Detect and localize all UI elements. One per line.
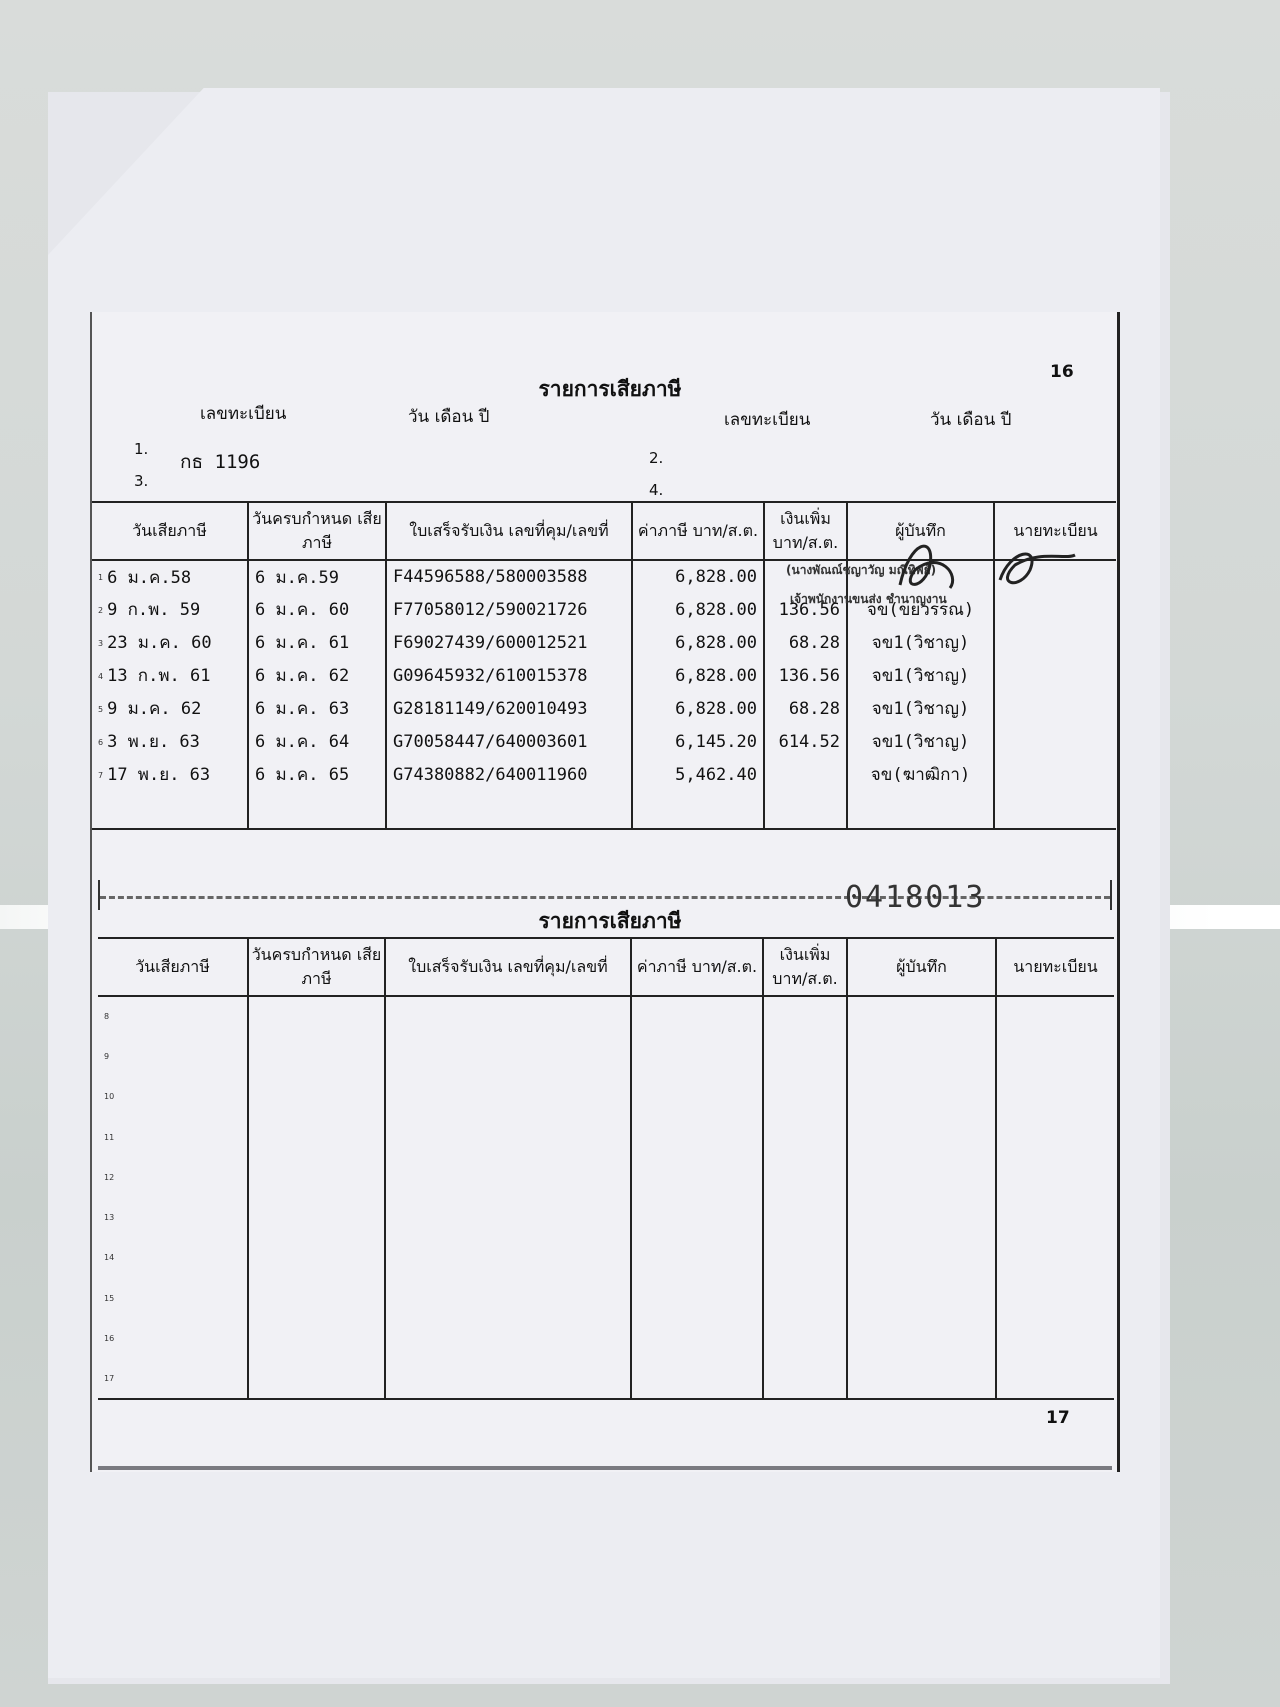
registrar-cell: [994, 692, 1116, 725]
reg-label-left: เลขทะเบียน: [200, 404, 287, 424]
receipt-cell: G74380882/640011960: [386, 758, 632, 791]
empty-cell: [631, 1117, 763, 1157]
tax-date-text: 3 พ.ย. 63: [107, 732, 200, 752]
empty-cell: [847, 1318, 996, 1358]
table-row: [92, 659, 1116, 692]
empty-cell: [763, 1318, 847, 1358]
empty-cell: [385, 1359, 631, 1399]
empty-cell: [385, 1117, 631, 1157]
row-number: 5: [98, 704, 104, 714]
officer-stamp-name: (นางพัณณ์ชญาวัญ มณีทิพย์): [786, 563, 937, 577]
table-row: [98, 1117, 1114, 1157]
tax-date-cell: [92, 659, 248, 692]
table-row: [98, 1238, 1114, 1278]
empty-cell: [847, 791, 994, 829]
empty-cell: [996, 1036, 1114, 1076]
due-date-cell: 6 ม.ค. 65: [248, 758, 386, 791]
empty-cell: [847, 1117, 996, 1157]
receipt-cell: F77058012/590021726: [386, 593, 632, 626]
tax-date-cell: [98, 1197, 248, 1237]
tax-table-bottom: [98, 937, 1114, 1400]
empty-cell: [248, 1117, 385, 1157]
empty-cell: [847, 1036, 996, 1076]
empty-cell: [385, 1157, 631, 1197]
officer-stamp-title: เจ้าพนักงานขนส่ง ชำนาญงาน: [790, 592, 947, 606]
receipt-cell: F69027439/600012521: [386, 626, 632, 659]
row-number: 7: [98, 770, 104, 780]
table-row-empty: [92, 791, 1116, 829]
row-number: 6: [98, 737, 104, 747]
registrar-cell: [994, 659, 1116, 692]
empty-cell: [631, 1278, 763, 1318]
receipt-cell: G09645932/610015378: [386, 659, 632, 692]
slot-number-3: 3.: [134, 472, 149, 490]
col-header-registrar: นายทะเบียน: [994, 502, 1116, 560]
tax-date-cell: [92, 593, 248, 626]
empty-cell: [764, 791, 847, 829]
tax-amount-cell: 6,145.20: [632, 725, 764, 758]
row-number: 10: [104, 1092, 115, 1102]
empty-cell: [631, 996, 763, 1036]
tax-date-cell: [92, 725, 248, 758]
receipt-cell: G70058447/640003601: [386, 725, 632, 758]
empty-cell: [248, 1238, 385, 1278]
empty-cell: [763, 1197, 847, 1237]
empty-cell: [631, 1197, 763, 1237]
section-title-top: รายการเสียภาษี: [538, 377, 682, 401]
tax-date-text: 6 ม.ค.58: [107, 567, 192, 588]
table-row: [92, 692, 1116, 725]
registrar-cell: [994, 758, 1116, 791]
col-header-tax-amount: ค่าภาษี บาท/ส.ต.: [632, 502, 764, 560]
registration-plate-1: กธ 1196: [180, 451, 261, 473]
table-row: [98, 1036, 1114, 1076]
table-row: [98, 996, 1114, 1036]
surcharge-cell: [764, 758, 847, 791]
empty-cell: [763, 1238, 847, 1278]
empty-cell: [385, 1036, 631, 1076]
col-header-due-date: วันครบกำหนด เสียภาษี: [248, 502, 386, 560]
col-header-recorder: ผู้บันทึก: [847, 938, 996, 996]
row-number: 3: [98, 638, 104, 648]
tax-date-cell: [98, 1157, 248, 1197]
empty-cell: [385, 1318, 631, 1358]
col-header-receipt: ใบเสร็จรับเงิน เลขที่คุม/เลขที่: [386, 502, 632, 560]
receipt-cell: G28181149/620010493: [386, 692, 632, 725]
tax-date-cell: [98, 1117, 248, 1157]
empty-cell: [92, 791, 248, 829]
tax-amount-cell: 5,462.40: [632, 758, 764, 791]
due-date-cell: 6 ม.ค. 61: [248, 626, 386, 659]
tax-amount-cell: 6,828.00: [632, 593, 764, 626]
empty-cell: [386, 791, 632, 829]
table-row: [92, 758, 1116, 791]
tax-date-text: 9 ม.ค. 62: [107, 699, 202, 719]
receipt-cell: F44596588/580003588: [386, 560, 632, 593]
empty-cell: [996, 1077, 1114, 1117]
col-header-tax-amount: ค่าภาษี บาท/ส.ต.: [631, 938, 763, 996]
col-header-registrar: นายทะเบียน: [996, 938, 1114, 996]
tax-date-cell: [92, 758, 248, 791]
empty-cell: [996, 1278, 1114, 1318]
tax-date-text: 9 ก.พ. 59: [107, 600, 201, 620]
row-number: 4: [98, 671, 104, 681]
page-number-top: 16: [1050, 362, 1074, 382]
empty-cell: [248, 1157, 385, 1197]
col-header-surcharge: เงินเพิ่ม บาท/ส.ต.: [763, 938, 847, 996]
due-date-cell: 6 ม.ค. 62: [248, 659, 386, 692]
table-row: [92, 725, 1116, 758]
surcharge-cell: 136.56: [764, 593, 847, 626]
empty-cell: [996, 1238, 1114, 1278]
row-number: 1: [98, 573, 104, 582]
empty-cell: [847, 1077, 996, 1117]
tax-date-cell: [98, 1278, 248, 1318]
tax-date-cell: [98, 1238, 248, 1278]
empty-cell: [763, 1036, 847, 1076]
empty-cell: [632, 791, 764, 829]
empty-cell: [248, 1036, 385, 1076]
empty-cell: [631, 1359, 763, 1399]
col-header-recorder: ผู้บันทึก: [847, 502, 994, 560]
empty-cell: [847, 996, 996, 1036]
tax-date-text: 23 ม.ค. 60: [107, 633, 212, 653]
recorder-cell: จข1(วิชาญ): [847, 659, 994, 692]
empty-cell: [996, 1117, 1114, 1157]
empty-cell: [996, 1197, 1114, 1237]
page-number-bottom: 17: [1046, 1408, 1070, 1428]
row-number: 15: [104, 1293, 115, 1303]
registrar-cell: [994, 725, 1116, 758]
signature-image: [880, 530, 1080, 600]
tax-amount-cell: 6,828.00: [632, 692, 764, 725]
empty-cell: [385, 1197, 631, 1237]
row-number: 14: [104, 1253, 115, 1263]
tax-date-text: 13 ก.พ. 61: [107, 666, 211, 686]
faded-serial-number: 0418013: [845, 880, 986, 915]
row-number: 2: [98, 605, 104, 615]
table-row: [98, 1359, 1114, 1399]
col-header-tax-date: วันเสียภาษี: [92, 502, 248, 560]
empty-cell: [847, 1238, 996, 1278]
empty-cell: [994, 791, 1116, 829]
table-row: [92, 626, 1116, 659]
registrar-cell: [994, 626, 1116, 659]
table-row: [98, 1278, 1114, 1318]
tax-date-cell: [98, 1036, 248, 1076]
empty-cell: [996, 1359, 1114, 1399]
empty-cell: [847, 1278, 996, 1318]
surcharge-cell: 68.28: [764, 692, 847, 725]
slot-number-1: 1.: [134, 440, 149, 458]
empty-cell: [248, 791, 386, 829]
date-label-left: วัน เดือน ปี: [408, 407, 490, 427]
tax-date-cell: [92, 560, 248, 593]
empty-cell: [996, 996, 1114, 1036]
tax-amount-cell: 6,828.00: [632, 560, 764, 593]
empty-cell: [385, 1238, 631, 1278]
empty-cell: [385, 996, 631, 1036]
due-date-cell: 6 ม.ค. 60: [248, 593, 386, 626]
empty-cell: [248, 1278, 385, 1318]
tax-date-cell: [92, 626, 248, 659]
col-header-tax-date: วันเสียภาษี: [98, 938, 248, 996]
due-date-cell: 6 ม.ค. 64: [248, 725, 386, 758]
empty-cell: [763, 1077, 847, 1117]
surcharge-cell: 614.52: [764, 725, 847, 758]
empty-cell: [248, 996, 385, 1036]
surcharge-cell: 68.28: [764, 626, 847, 659]
recorder-cell: จข1(วิชาญ): [847, 692, 994, 725]
row-number: 9: [104, 1051, 110, 1061]
empty-cell: [996, 1318, 1114, 1358]
reg-label-right: เลขทะเบียน: [724, 410, 811, 430]
empty-cell: [763, 1278, 847, 1318]
section-title-bottom: รายการเสียภาษี: [538, 909, 682, 933]
empty-cell: [996, 1157, 1114, 1197]
empty-cell: [631, 1157, 763, 1197]
slot-number-4: 4.: [649, 481, 664, 499]
row-number: 13: [104, 1213, 115, 1223]
empty-cell: [631, 1036, 763, 1076]
empty-cell: [248, 1359, 385, 1399]
tax-date-cell: [98, 1359, 248, 1399]
empty-cell: [631, 1077, 763, 1117]
row-number: 16: [104, 1334, 115, 1344]
tax-amount-cell: 6,828.00: [632, 626, 764, 659]
empty-cell: [847, 1359, 996, 1399]
empty-cell: [763, 1157, 847, 1197]
tax-date-cell: [98, 996, 248, 1036]
empty-cell: [248, 1077, 385, 1117]
empty-cell: [385, 1077, 631, 1117]
table-row: [98, 1318, 1114, 1358]
due-date-cell: 6 ม.ค.59: [248, 560, 386, 593]
tax-date-text: 17 พ.ย. 63: [107, 765, 211, 785]
empty-cell: [248, 1197, 385, 1237]
col-header-due-date: วันครบกำหนด เสียภาษี: [248, 938, 385, 996]
surcharge-cell: 136.56: [764, 659, 847, 692]
col-header-surcharge: เงินเพิ่ม บาท/ส.ต.: [764, 502, 847, 560]
row-number: 11: [104, 1132, 115, 1142]
table-row: [98, 1157, 1114, 1197]
empty-cell: [763, 1359, 847, 1399]
table-row: [98, 1197, 1114, 1237]
due-date-cell: 6 ม.ค. 63: [248, 692, 386, 725]
tax-date-cell: [98, 1077, 248, 1117]
table-row: [98, 1077, 1114, 1117]
row-number: 17: [104, 1373, 115, 1383]
col-header-receipt: ใบเสร็จรับเงิน เลขที่คุม/เลขที่: [385, 938, 631, 996]
empty-cell: [763, 1117, 847, 1157]
tax-date-cell: [98, 1318, 248, 1358]
slot-number-2: 2.: [649, 449, 664, 467]
tax-date-cell: [92, 692, 248, 725]
empty-cell: [847, 1157, 996, 1197]
recorder-cell: จข(ขยวรรณ): [847, 593, 994, 626]
card-bottom-edge: [98, 1466, 1112, 1470]
empty-cell: [385, 1278, 631, 1318]
row-number: 8: [104, 1012, 110, 1022]
empty-cell: [847, 1197, 996, 1237]
empty-cell: [631, 1318, 763, 1358]
empty-cell: [763, 996, 847, 1036]
empty-cell: [631, 1238, 763, 1278]
date-label-right: วัน เดือน ปี: [930, 410, 1012, 430]
row-number: 12: [104, 1172, 115, 1182]
empty-cell: [248, 1318, 385, 1358]
recorder-cell: จข1(วิชาญ): [847, 725, 994, 758]
recorder-cell: จข(ฆาฒิกา): [847, 758, 994, 791]
tax-amount-cell: 6,828.00: [632, 659, 764, 692]
recorder-cell: จข1(วิชาญ): [847, 626, 994, 659]
